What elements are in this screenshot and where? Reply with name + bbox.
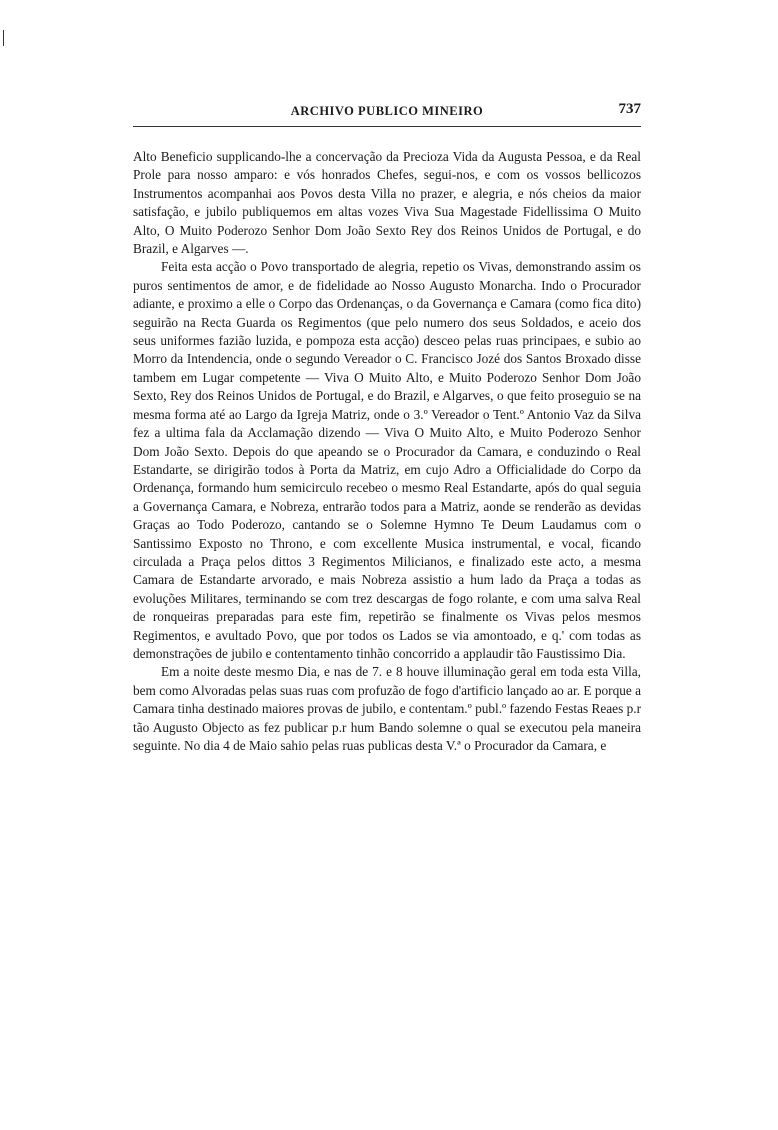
header-rule bbox=[133, 126, 641, 127]
paragraph: Alto Beneficio supplicando-lhe a concervação da Precioza Vida da Augusta Pessoa, e da Real Prole para nosso amparo: e vós honrados Chefes, segui-nos, e com os vossos bellicozos Instrumentos acompanhai aos Povos desta Villa no prazer, e alegria, e nós cheios da maior satisfação, e jubilo publiquemos em altas vozes Viva Sua Magestade Fidellissima O Muito Alto, O Muito Poderozo Senhor Dom João Sexto Rey dos Reinos Unidos de Portugal, e do Brazil, e Algarves —. bbox=[133, 149, 641, 257]
paragraph: Feita esta acção o Povo transportado de alegria, repetio os Vivas, demonstrando assim os puros sentimentos de amor, e de fidelidade ao Nosso Augusto Monarcha. Indo o Procurador adiante, e proximo a elle o Corpo das Ordenanças, o da Governança e Camara (como fica dito) seguirão na Recta Guarda os Regimentos (que pelo numero dos seus Soldados, e aceio dos seus uniformes fazião luzida, e pompoza esta acção) desceo pelas ruas principaes, e subio ao Morro da Intendencia, onde o segundo Vereador o C. Francisco Jozé dos Santos Broxado disse tambem em Lugar competente — Viva O Muito Alto, e Muito Poderozo Senhor Dom João Sexto, Rey dos Reinos Unidos de Portugal, e do Brazil, e Algarves, o que feito proseguio se na mesma forma até ao Largo da Igreja Matriz, onde o 3.º Vereador o Tent.º Antonio Vaz da Silva fez a ultima fala da Acclamação dizendo — Viva O Muito Alto, e Muito Poderozo Senhor Dom João Sexto. Depois do que apeando se o Procurador da Camara, e conduzindo o Real Estandarte, se dirigirão todos à Porta da Matriz, em cujo Adro a Officialidade do Corpo da Ordenança, formando hum semicirculo recebeo o mesmo Real Estandarte, após do qual seguia a Governança Camara, e Nobreza, entrarão todos para a Matriz, aonde se renderão as devidas Graças ao Todo Poderozo, cantando se o Solemne Hymno Te Deum Laudamus com o Santissimo Exposto no Throno, e com excellente Musica instrumental, e vocal, ficando circulada a Praça pelos dittos 3 Regimentos Milicianos, e finalizado este acto, a mesma Camara de Estandarte arvorado, e mais Nobreza assistio a hum lado da Praça a todas as evoluções Militares, terminando se com trez descargas de fogo rolante, e com uma salva Real de ronqueiras preparadas para este fim, repetirão se finalmente os Vivas pelos mesmos Regimentos, e avultado Povo, que por todos os Lados se via amontoado, e q.' com todas as demonstrações de jubilo e contentamento tinhão concorrido a applaudir tão Faustissimo Dia. bbox=[133, 259, 641, 661]
running-header bbox=[133, 101, 641, 122]
margin-mark bbox=[3, 30, 4, 46]
paragraph: Em a noite deste mesmo Dia, e nas de 7. e 8 houve illuminação geral em toda esta Villa, bem como Alvoradas pelas suas ruas com profuzão de fogo d'artificio lançado ao ar. E porque a Camara tinha destinado maiores provas de jubilo, e contentam.º publ.º fazendo Festas Reaes p.r tão Augusto Objecto as fez publicar p.r hum Bando solemne o qual se executou pela maneira seguinte. No dia 4 de Maio sahio pelas ruas publicas desta V.ª o Procurador da Camara, e bbox=[133, 664, 641, 753]
page-number: 737 bbox=[618, 101, 641, 117]
page-body bbox=[133, 148, 641, 755]
running-title: ARCHIVO PUBLICO MINEIRO bbox=[290, 104, 484, 118]
